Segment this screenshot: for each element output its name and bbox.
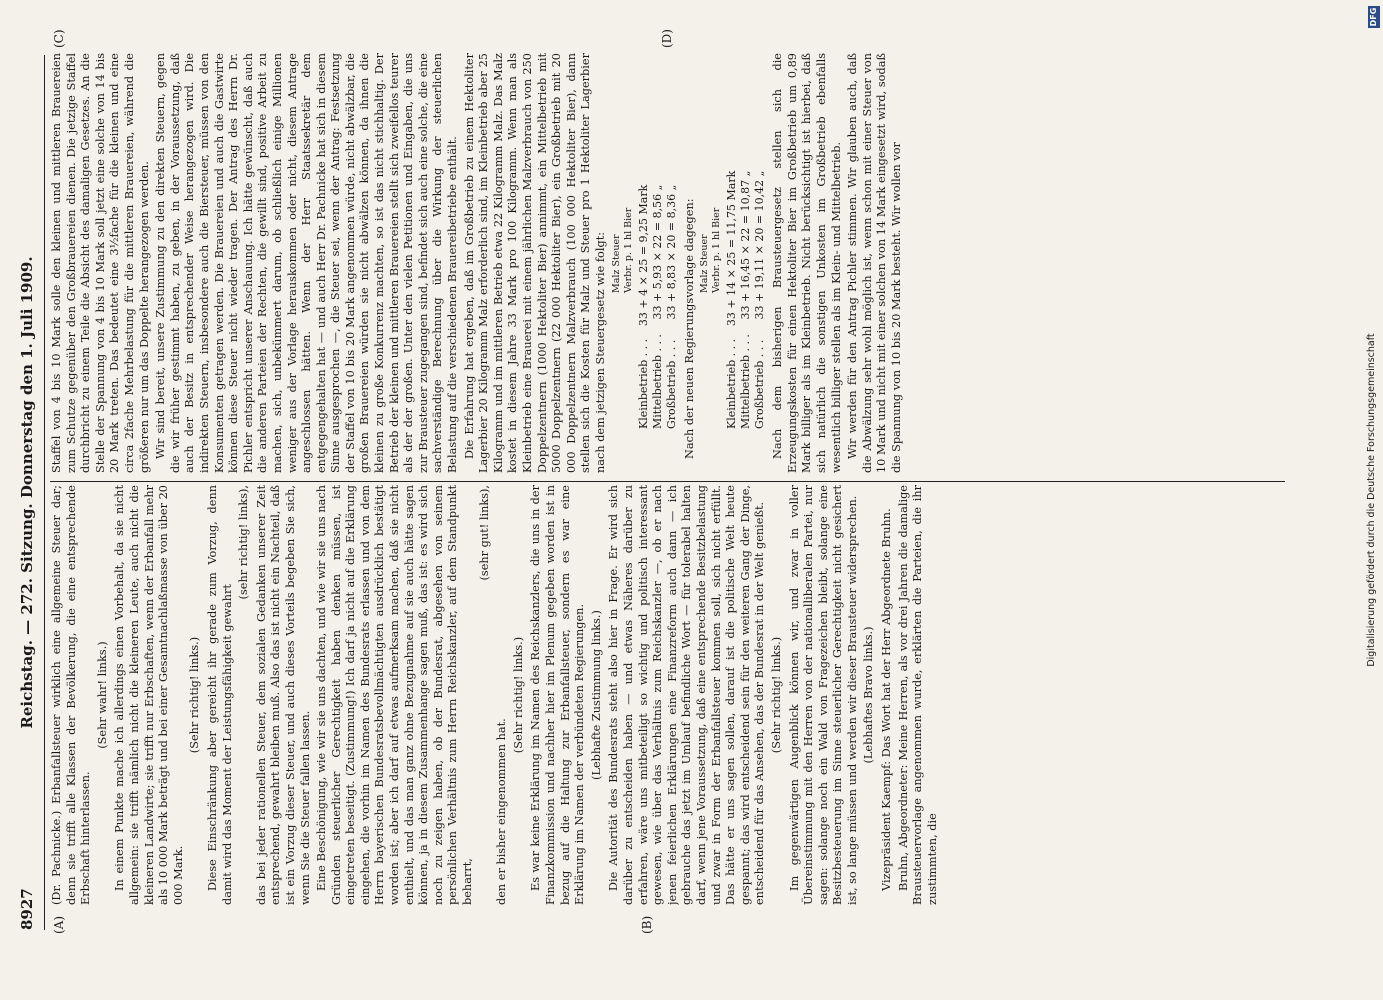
calc-label: Großbetrieb . . . (753, 339, 767, 429)
interjection: (Sehr richtig! links.) (188, 636, 202, 754)
margin-letter-b: (B) (640, 915, 654, 934)
calc-label: Großbetrieb . . . (664, 339, 678, 429)
left-column (50, 485, 1285, 905)
interjection: (Sehr wahr! links.) (95, 641, 109, 749)
right-paragraph: Nach dem bisherigen Brausteuergesetz stellen sich die Erzeugungskosten für einen Hektoliter Bier im Großbetrieb um 0,89 Mark billiger als im Kleinbetrieb. Nicht berücksichtigt ist hierbei, daß sich natürlich die sonstigen Unkosten im Großbetrieb ebenfalls wesentlich billiger stellen als im Klein- und Mittelbetrieb. (771, 53, 843, 473)
header-rule (44, 55, 45, 930)
table-row (637, 181, 651, 433)
margin-letter-c: (C) (52, 29, 66, 48)
calc-header (699, 53, 723, 293)
speaker-paragraph: Vizepräsident Kaempf: Das Wort hat der Herr Abgeordnete Bruhn. (880, 508, 894, 891)
calc-value: 33 + 14 × 25 = 11,75 Mark (725, 170, 739, 327)
calc-header-line: Verbr. p. 1 hl Bier (711, 207, 723, 293)
left-paragraph: Diese Einschränkung aber gereicht ihr gerade zum Vorzug, denn damit wird das Moment der Leistungsfähigkeit gewahrt (205, 485, 234, 905)
calc-label: Mittelbetrieb . . . (650, 334, 664, 429)
left-paragraph: Eine Beschönigung, wie wir sie uns dachten, und wie wir sie uns nach Gründen steuerlicher Gerechtigkeit haben denken müssen, ist eingetreten beseitigt. (Zustimmung!) Ich darf ja nicht auf die Erklärung eingehen, die vorhin im Namen des Bundesrats erlassen und von dem Herrn bayerischen Bundesratsbevollmächtigten ausdrücklich bestätigt worden ist; aber ich darf auf etwas aufmerksam machen, daß sie nicht enthielt, und das man ganz ohne Bezugnahme auf sie auch hätte sagen können, ja in diesem Zusammenhange sagen muß, das ist: es wird sich noch zu zeigen haben, ob der Bundesrat, abgesehen von seinem persönlichen Verhältnis zum Herrn Reichskanzler, auf dem Standpunkt beharrt, (315, 485, 475, 905)
interjection: (Sehr richtig! links.) (511, 636, 525, 754)
table-row (753, 167, 767, 433)
left-paragraph: den er bisher eingenommen hat. (495, 718, 509, 905)
left-paragraph: Im gegenwärtigen Augenblick können wir, und zwar in voller Übereinstimmung mit den Herren von der nationalliberalen Partei, nur sagen: solange noch ein Wald von Fragezeichen bleibt, solange eine Besitzbesteuerung im Sinne steuerlicher Gerechtigkeit nicht gesichert ist, so lange müssen und werden wir dieser Brausteuer widersprechen. (787, 485, 859, 905)
calc-table-new (725, 167, 767, 433)
page-number: 8927 (18, 888, 36, 930)
calc-header (611, 53, 635, 293)
calc-title: Nach der neuen Regierungsvorlage dagegen: (682, 198, 696, 459)
margin-letter-d: (D) (660, 29, 674, 48)
left-paragraph: das bei jeder rationellen Steuer, dem sozialen Gedanken unserer Zeit entsprechend, gewahrt bleiben muß. Also das ist nicht ein Nachteil, daß ist ein Vorzug dieser Steuer, und auch dieses Vorteils begeben Sie sich, wenn Sie die Steuer fallen lassen. (254, 485, 312, 905)
left-paragraph: In einem Punkte mache ich allerdings einen Vorbehalt, da sie nicht allgemein: sie trifft nämlich nicht die kleineren Leute, auch nicht die kleineren Landwirte; sie trifft nur Erbschaften, wenn der Erbanfall mehr als 10 000 Mark beträgt und bei einer Gesamtnachlaßmasse von über 20 000 Mark. (113, 485, 185, 905)
calc-label: Mittelbetrieb . . . (739, 334, 753, 429)
left-paragraph: Die Autorität des Bundesrats steht also hier in Frage. Er wird sich darüber zu entscheiden haben — und etwas Näheres darüber zu erfahren, wäre uns mitbeteiligt so wichtig und politisch interessant gewesen, wie über das Verhältnis zum Reichskanzler —, ob er nach jenen feierlichen Erklärungen eine Finanzreform auch dann — ich gebrauche das jetzt im Umlauf befindliche Wort — für tolerabel halten darf, wenn jene Voraussetzung, daß eine entsprechende Besitzbelastung und zwar in Form der Erbanfallsteuer kommen soll, sich nicht erfüllt. Das hätte er uns sagen sollen, darauf ist die politische Welt heute gespannt; das wird entscheidend sein für den weiteren Gang der Dinge, entscheidend für das Ansehen, das der Bundesrat in der Welt genießt. (607, 485, 767, 905)
calc-header-line: Verbr. p. 1 hl Bier (622, 207, 634, 293)
dfg-logo: DFG (1369, 7, 1378, 27)
interjection: (Lebhaftes Bravo links.) (862, 626, 876, 764)
right-paragraph: Staffel von 4 bis 10 Mark solle den kleinen und mittleren Brauereien zum Schutze gegenüber den Großbrauereien dienen. Die jetzige Staffel durchbricht zu einem Teile die Absicht des damaligen Gesetzes. An die Stelle der Spannung von 4 bis 10 Mark soll jetzt eine solche von 14 bis 20 Mark treten. Das bedeutet eine 3½fache für die kleinen und eine circa 2fache Mehrbelastung für die mittleren Brauereien, während die größeren nur um das Doppelte herangezogen werden. (50, 53, 151, 473)
calc-header-line: Malz Steuer (610, 234, 622, 293)
table-row (665, 181, 679, 433)
table-row (725, 167, 739, 433)
right-column (50, 53, 1285, 473)
table-row (739, 167, 753, 433)
table-row (651, 181, 665, 433)
right-paragraph: Die Erfahrung hat ergeben, daß im Großbetrieb zu einem Hektoliter Lagerbier 20 Kilogramm Malz erforderlich sind, im Kleinbetrieb aber 25 Kilogramm und im mittleren Betrieb etwa 22 Kilogramm Malz. Das Malz kostet in diesem Jahre 33 Mark pro 100 Kilogramm. Wenn man als Kleinbetrieb eine Brauerei mit einem jährlichen Malzverbrauch von 250 Doppelzentnern (1000 Hektoliter Bier) annimmt, ein Mittelbetrieb mit 5000 Doppelzentnern (22 000 Hektoliter Bier), ein Großbetrieb mit 20 000 Doppelzentnern Malzverbrauch (100 000 Hektoliter Bier), dann stellen sich die Kosten für Malz und Steuer pro 1 Hektoliter Lagerbier nach dem jetzigen Steuergesetz wie folgt: (462, 53, 607, 473)
digitization-footer: Digitalisierung gefördert durch die Deutsche Forschungsgemeinschaft (1366, 333, 1377, 667)
right-paragraph: Wir sind bereit, unsere Zustimmung zu den direkten Steuern, gegen die wir früher gestimmt haben, zu geben, in der Voraussetzung, daß auch der Besitz in entsprechender Weise herangezogen wird. Die indirekten Steuern, insbesondere auch die Biersteuer, müssen von den Konsumenten getragen werden. Die Brauereien und auch die Gastwirte können diese Steuer nicht wieder tragen. Der Antrag des Herrn Dr. Pichler entspricht unserer Anschauung. Ich hätte gewünscht, daß auch die anderen Parteien der Rechten, die gewillt sind, positive Arbeit zu machen, sich, unbekümmert darum, ob schließlich einige Millionen weniger aus der Vorlage herauskommen oder nicht, diesem Antrage angeschlossen hätten. Wenn der Herr Staatssekretär dem entgegengehalten hat — und auch Herr Dr. Pachnicke hat sich in diesem Sinne ausgesprochen —, die Steuer sei, wenn der Antrag: Festsetzung der Staffel von 10 bis 20 Mark angenommen würde, nicht abwälzbar, die großen Brauereien würden sie nicht abwälzen können, da ihnen die kleinen zu große Konkurrenz machten, so ist das nicht stichhaltig. Der Betrieb der kleinen und mittleren Brauereien stellt sich zweifellos teurer als der der großen. Unter den vielen Petitionen und Eingaben, die uns zur Brausteuer zugegangen sind, befindet sich auch eine solche, die eine sachverständige Berechnung über die Wirkung der steuerlichen Belastung auf die verschiedenen Brauereibetriebe enthält. (154, 53, 460, 473)
margin-letter-a: (A) (52, 915, 66, 934)
speaker-paragraph: Bruhn, Abgeordneter: Meine Herren, als vor drei Jahren die damalige Brausteuervorlage angenommen wurde, erklärten die Parteien, die ihr zustimmten, die (896, 485, 939, 905)
interjection: (sehr richtig! links), (237, 485, 251, 600)
header-title: Reichstag. — 272. Sitzung. Donnerstag den 1. Juli 1909. (18, 256, 36, 729)
calc-header-line: Malz Steuer (699, 234, 711, 293)
interjection: (Sehr richtig! links.) (769, 636, 783, 754)
column-divider (50, 481, 1285, 482)
calc-label: Kleinbetrieb . . . (636, 338, 650, 429)
calc-value: 33 + 4 × 25 = 9,25 Mark (636, 184, 650, 327)
calc-label: Kleinbetrieb . . . (725, 338, 739, 429)
page-header (16, 55, 42, 930)
calc-value: 33 + 16,45 × 22 = 10,87 „ (739, 170, 753, 320)
interjection: (Lebhafte Zustimmung links.) (589, 610, 603, 780)
left-paragraph: (Dr. Pachnicke.) Erbanfallsteuer wirklich eine allgemeine Steuer dar; denn sie trifft alle Klassen der Bevölkerung, die eine entsprechende Erbschaft hinterlassen. (50, 485, 93, 905)
right-paragraph: Wir werden für den Antrag Pichler stimmen. Wir glauben auch, daß die Abwälzung sehr wohl möglich ist, wenn schon mit einer Steuer von 10 Mark und nicht mit einer solchen von 14 Mark eingesetzt wird, sodaß die Spannung von 10 bis 20 Mark besteht. Wir wollen vor (846, 53, 903, 473)
left-paragraph: Es war keine Erklärung im Namen des Reichskanzlers, die uns in der Finanzkommission und nachher hier im Plenum gegeben worden ist in bezug auf die Haltung zur Erbanfallsteuer, sondern es war eine Erklärung im Namen der verbündeten Regierungen. (529, 485, 587, 905)
calc-value: 33 + 8,83 × 20 = 8,36 „ (664, 184, 678, 320)
interjection: (sehr gut! links), (477, 485, 491, 581)
calc-value: 33 + 19,11 × 20 = 10,42 „ (753, 170, 767, 320)
calc-table-current (637, 181, 679, 433)
calc-value: 33 + 5,93 × 22 = 8,56 „ (650, 184, 664, 320)
